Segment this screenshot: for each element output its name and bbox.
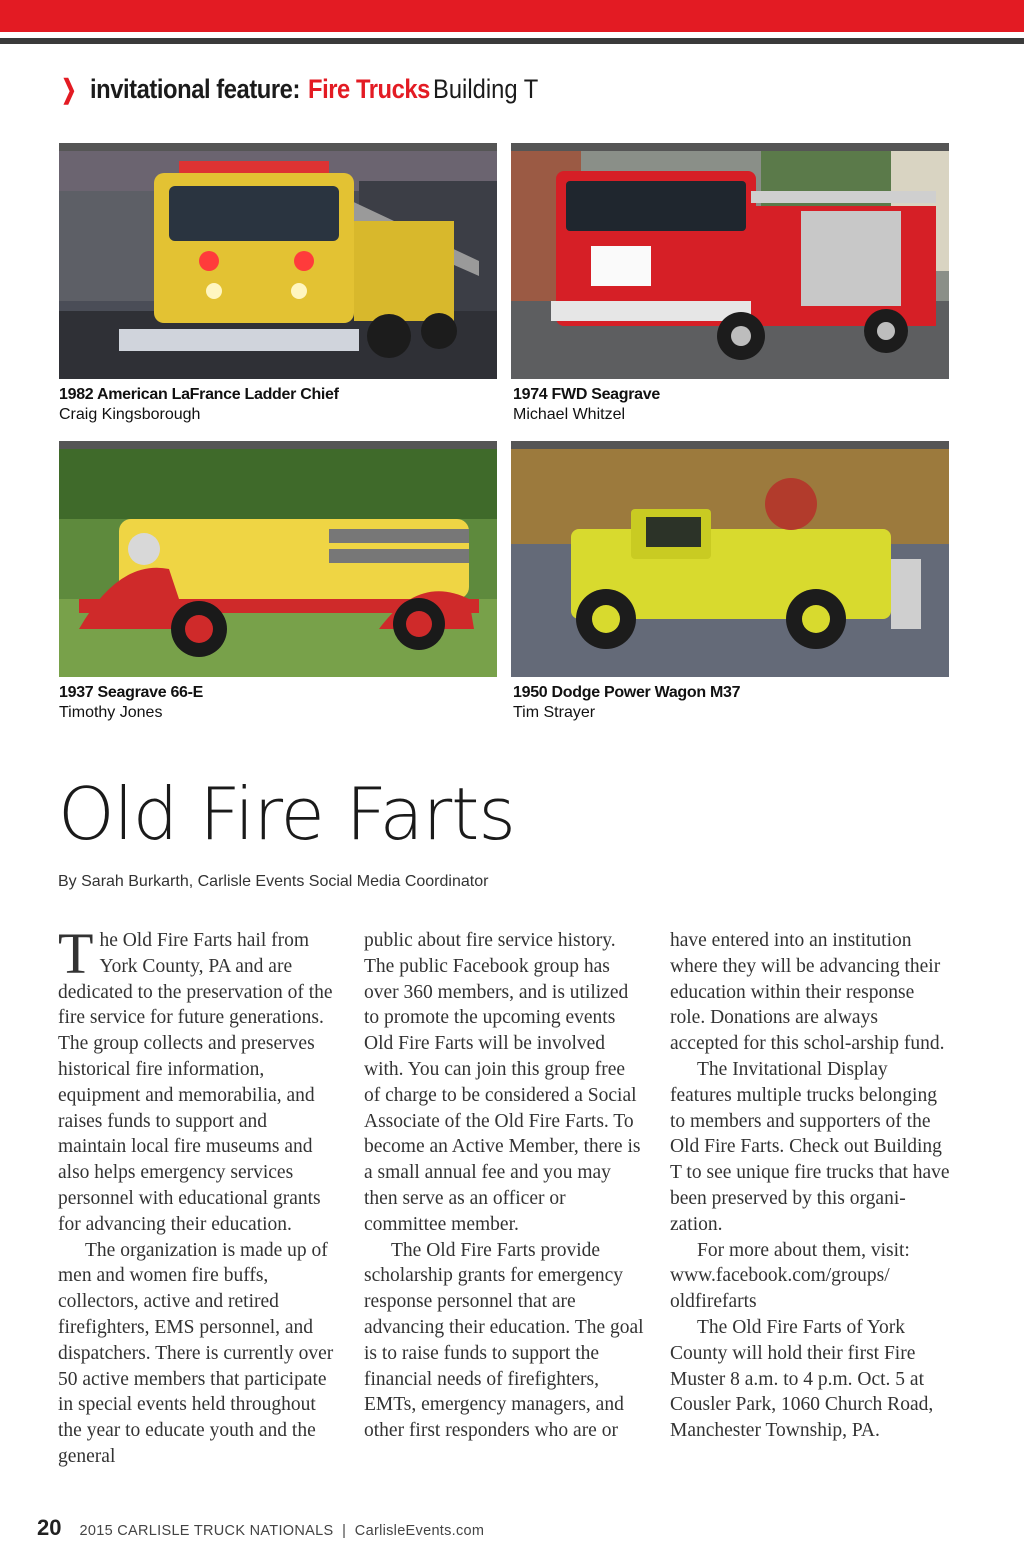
section-heading <box>58 74 553 114</box>
photo-owner: Tim Strayer <box>513 704 596 721</box>
paragraph-link: For more about them, visit: www.facebook.com/groups/ oldfirefarts <box>670 1239 910 1313</box>
top-dark-rule <box>0 38 1024 44</box>
paragraph: The organization is made up of men and women fire buffs, collectors, active and retired firefighters, EMS personnel, and dispatchers. There is currently over 50 active members that participate in special events held throughout the year to educate youth and the general <box>58 1239 334 1467</box>
yellow-ladder-truck-photo <box>59 151 497 379</box>
heading-topic: Fire Trucks <box>308 74 431 104</box>
yellow-power-wagon-photo <box>511 449 949 677</box>
page-number: 20 <box>37 1515 62 1540</box>
drop-cap: T <box>58 921 94 986</box>
photo-seagrave-66e <box>59 441 497 677</box>
red-pumper-truck-photo <box>511 151 949 379</box>
heading-location: Building T <box>432 74 539 104</box>
footer-text: 2015 CARLISLE TRUCK NATIONALS | CarlisleEvents.com <box>79 1523 485 1539</box>
photo-caption <box>513 385 660 425</box>
paragraph: The Old Fire Farts provide scholarship grants for emergency response personnel that are advancing their education. The goal is to raise funds to support the financial needs of firefighters, EMTs, emergency managers, and other first responders who are or <box>364 1239 644 1442</box>
photo-title: 1950 Dodge Power Wagon M37 <box>513 684 741 701</box>
paragraph: public about fire service history. The public Facebook group has over 360 members, and is utilized to promote the upcoming events Old Fire Farts will be involved with. You can join this group free of charge to be considered a Social Associate of the Old Fire Farts. To become an Active Member, there is a small annual fee and you may then serve as an officer or committee member. <box>364 930 641 1235</box>
article-title: Old Fire Farts <box>58 772 515 856</box>
paragraph: The Old Fire Farts of York County will hold their first Fire Muster 8 a.m. to 4 p.m. Oct. 5 at Cousler Park, 1060 Church Road, Manchester Township, PA. <box>670 1316 934 1442</box>
paragraph: The Invitational Display features multiple trucks belonging to members and supporters of the Old Fire Farts. Check out Building T to see unique fire trucks that have been preserved by this organi-zation. <box>670 1058 950 1235</box>
photo-caption <box>513 683 740 723</box>
page-footer <box>37 1515 484 1541</box>
paragraph: he Old Fire Farts hail from York County, PA and are dedicated to the preservation of the fire service for future generations. The group collects and preserves historical fire information, equipment and memorabilia, and raises funds to support and maintain local fire museums and also helps emergency services personnel with educational grants for advancing their education. <box>58 930 333 1235</box>
photo-title: 1937 Seagrave 66-E <box>59 684 204 701</box>
article-column-1 <box>58 921 338 1470</box>
heading-label: invitational feature: <box>89 74 300 104</box>
photo-title: 1982 American LaFrance Ladder Chief <box>59 386 339 403</box>
photo-caption <box>59 385 339 425</box>
photo-title: 1974 FWD Seagrave <box>513 386 660 403</box>
article-byline: By Sarah Burkarth, Carlisle Events Social Media Coordinator <box>58 873 489 890</box>
photo-ladder-chief <box>59 143 497 379</box>
article-column-3 <box>670 928 950 1444</box>
photo-dodge-power-wagon <box>511 441 949 677</box>
vintage-yellow-red-engine-photo <box>59 449 497 677</box>
photo-owner: Timothy Jones <box>59 704 163 721</box>
article-column-2 <box>364 928 644 1444</box>
photo-caption <box>59 683 203 723</box>
photo-owner: Craig Kingsborough <box>59 406 201 423</box>
photo-owner: Michael Whitzel <box>513 406 626 423</box>
top-red-band <box>0 0 1024 32</box>
photo-fwd-seagrave <box>511 143 949 379</box>
chevron-right-icon: ❯ <box>61 74 77 104</box>
paragraph: have entered into an institution where they will be advancing their education within their response role. Donations are always accepted for this schol-arship fund. <box>670 930 945 1055</box>
